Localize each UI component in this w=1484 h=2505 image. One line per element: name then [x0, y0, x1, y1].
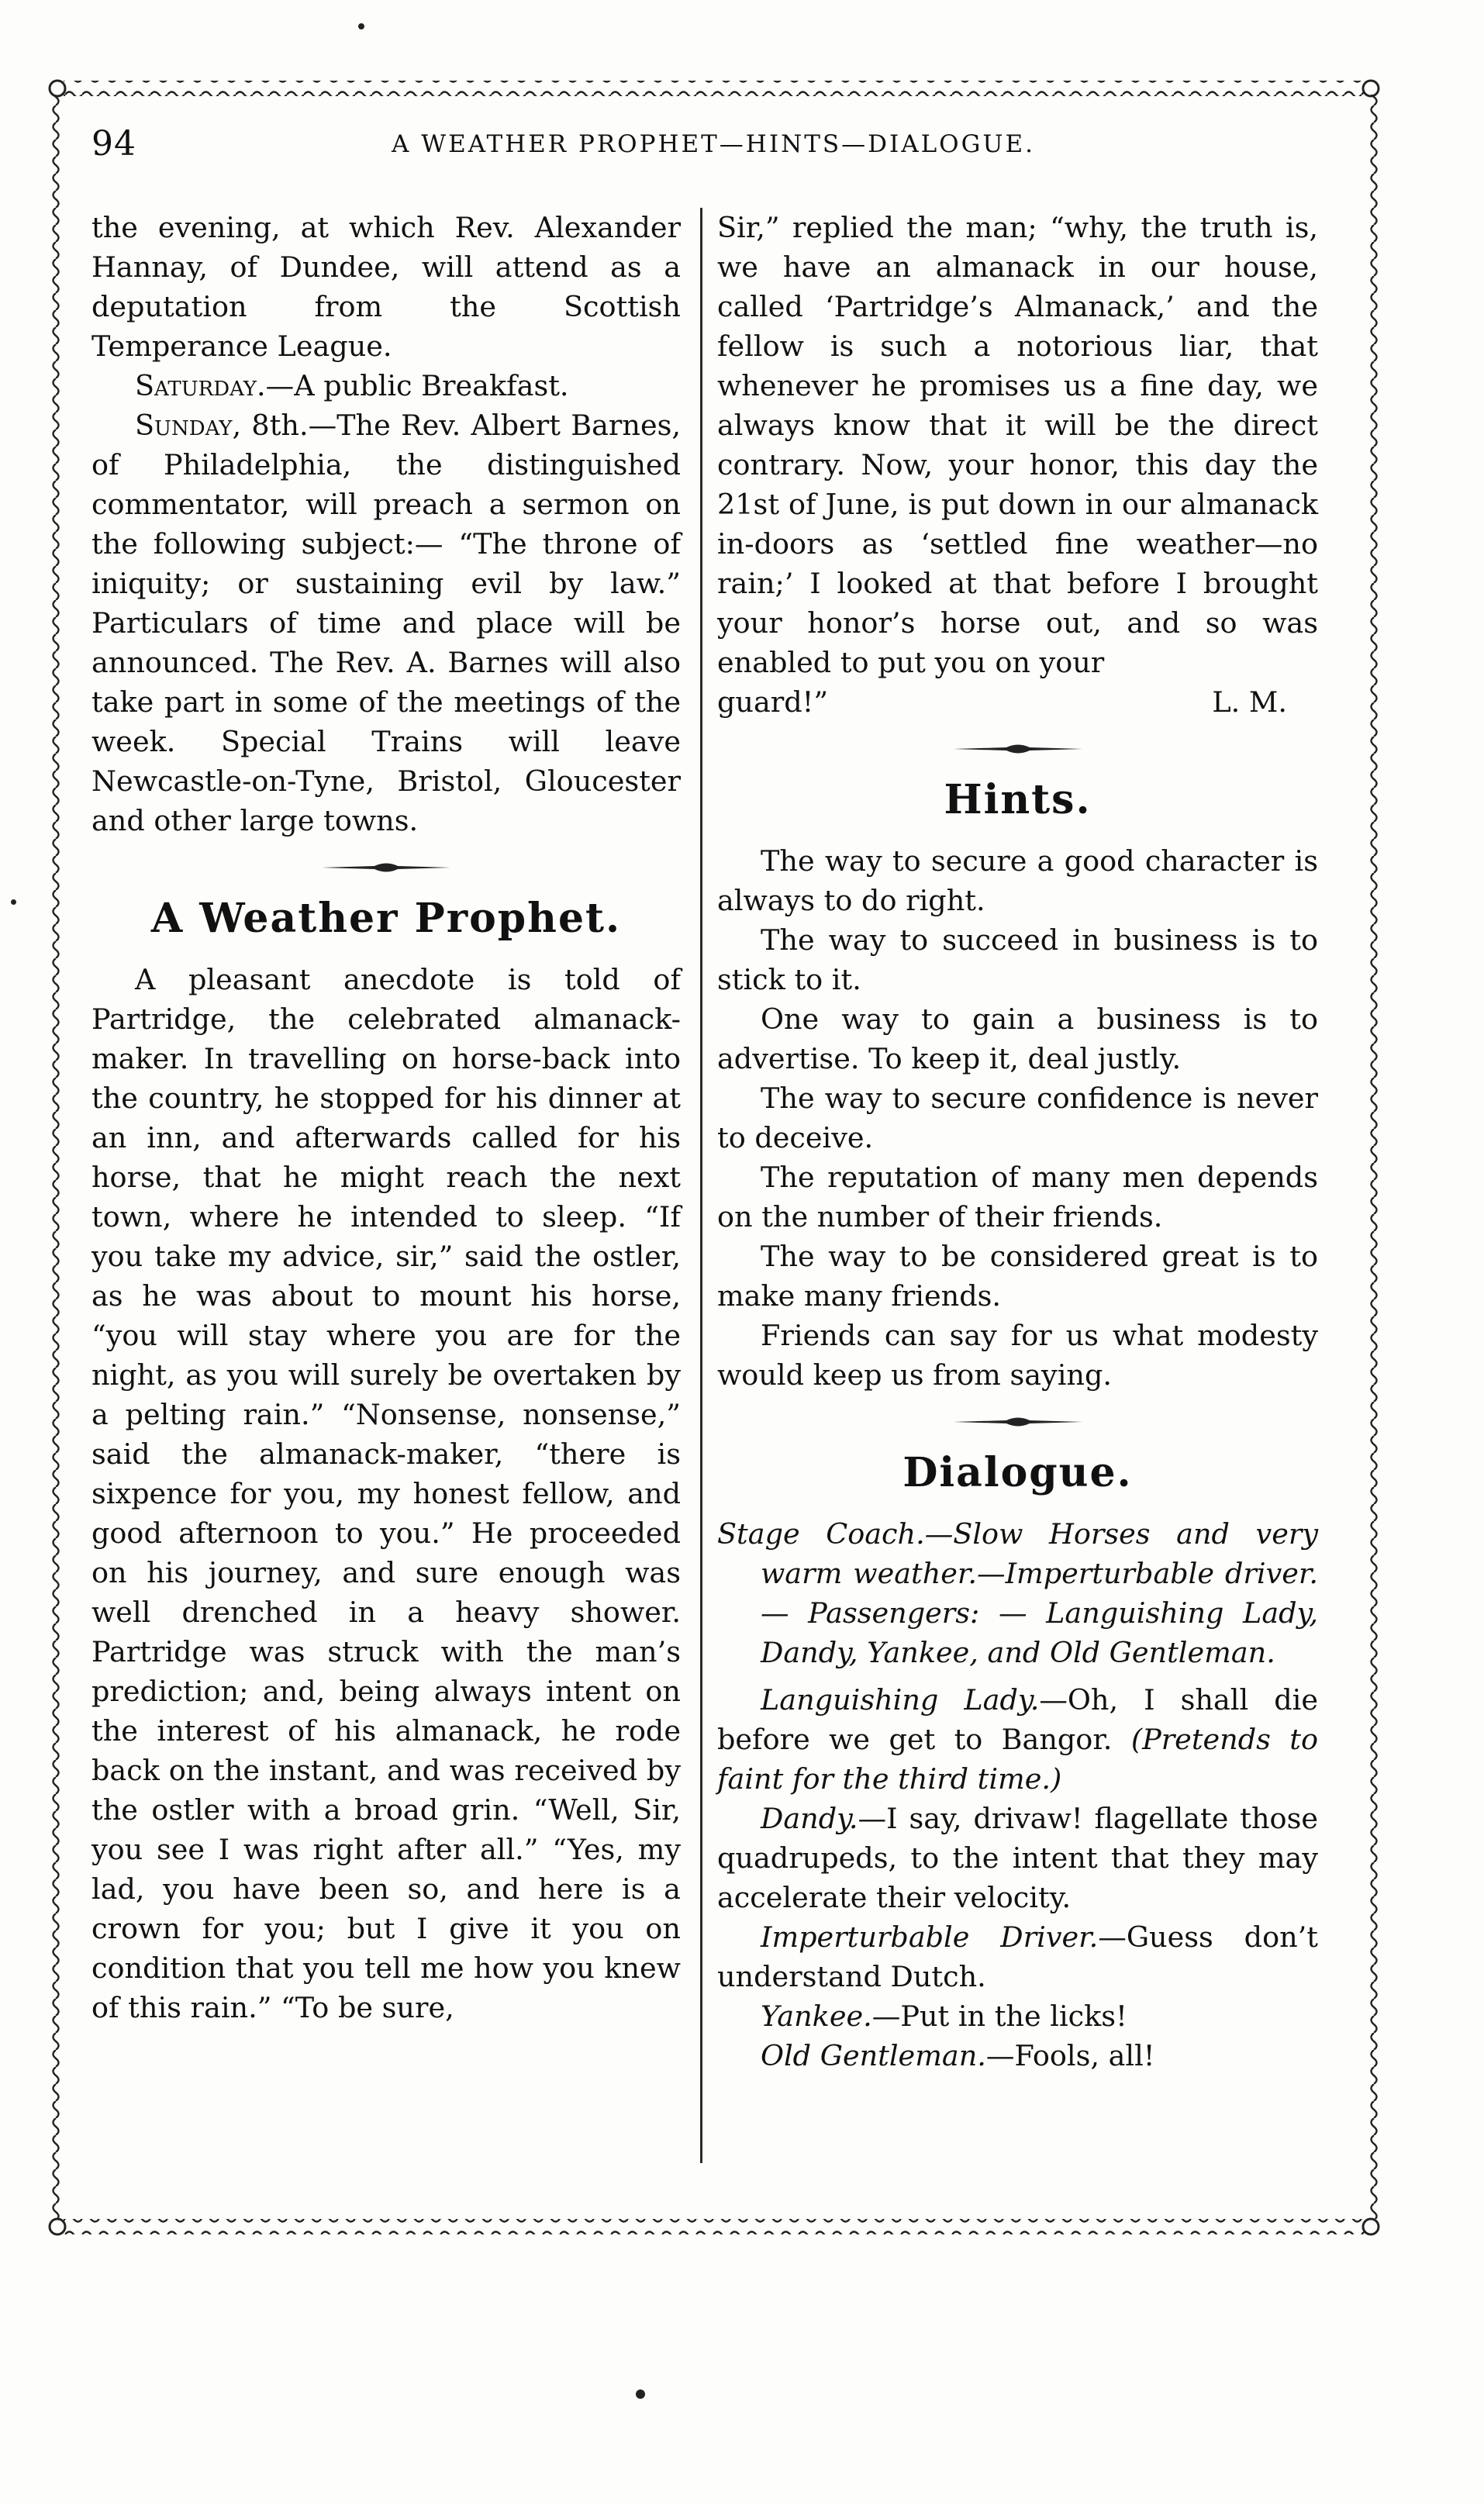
- hint-item: The reputation of many men depends on the number of their friends.: [717, 1161, 1318, 1234]
- story-last-words: guard!”: [717, 685, 829, 719]
- column-rule: [700, 208, 702, 2163]
- ornament-divider: [952, 1412, 1084, 1432]
- day-saturday: Saturday.: [135, 369, 266, 402]
- speaker: Languishing Lady.: [761, 1683, 1040, 1717]
- spacer: [717, 1672, 1318, 1680]
- line-text: —I say, drivaw! flagellate those quadrupeds, to the intent that they may accelerate their velocity.: [717, 1802, 1318, 1914]
- running-title: A WEATHER PROPHET—HINTS—DIALOGUE.: [392, 130, 1035, 158]
- stage-aside: (Pretends to faint for the third time.): [717, 1723, 1319, 1796]
- story-text: A pleasant anecdote is told of Partridge, the celebrated almanack-maker. In travelling on horse-back into the country, he stopped for his dinner at an inn, and afterwards called for his horse, that he might reach the next town, where he intended to sleep. “If you take my advice, sir,” said the ostler, as he was about to mount his horse, “you will stay where you are for the night, as you will surely be overtaken by a pelting rain.” “Nonsense, nonsense,” said the almanack-maker, “there is sixpence for you, my honest fellow, and good afternoon to you.” He proceeded on his journey, and sure enough was well drenched in a heavy shower. Partridge was struck with the man’s prediction; and, being always intent on the interest of his almanack, he rode back on the instant, and was received by the ostler with a broad grin. “Well, Sir, you see I was right after all.” “Yes, my lad, you have been so, and here is a crown for you; but I give it you on condition that you tell me how you knew of this rain.” “To be sure,: [91, 963, 681, 2024]
- speaker: Yankee.: [761, 2000, 872, 2033]
- ink-speck: [11, 899, 16, 905]
- running-head: [85, 124, 1341, 171]
- stage-direction: Stage Coach.—Slow Horses and very warm weather.—Imperturbable driver. — Passengers: — Languishing Lady, Dandy, Yankee, and Old Gentleman.: [717, 1517, 1318, 1669]
- dialogue-line: [717, 1799, 1318, 1917]
- left-column: [91, 208, 681, 2027]
- hint-item: One way to gain a business is to advertise. To keep it, deal justly.: [717, 1002, 1318, 1075]
- story-closing: [717, 682, 1318, 722]
- hint-item: The way to secure confidence is never to deceive.: [717, 1082, 1318, 1154]
- speaker: Old Gentleman.: [761, 2039, 986, 2072]
- hint-item: The way to be considered great is to make many friends.: [717, 1240, 1318, 1313]
- signature: L. M.: [1212, 685, 1287, 719]
- line-text: —Fools, all!: [985, 2039, 1155, 2072]
- story-continuation: Sir,” replied the man; “why, the truth is, we have an almanack in our house, called ‘Partridge’s Almanack,’ and the fellow is such a notorious liar, that whenever he promises us a fine day, we always know that it will be the direct contrary. Now, your honor, this day the 21st of June, is put down in our almanack in-doors as ‘settled fine weather—no rain;’ I looked at that before I brought your honor’s horse out, and so was enabled to put you on your: [717, 211, 1318, 679]
- right-column: [717, 208, 1318, 2075]
- speaker: Dandy.: [761, 1802, 858, 1835]
- dialogue-line: [717, 1996, 1318, 2036]
- sunday-text: 8th.—The Rev. Albert Barnes, of Philadelphia, the distinguished commentator, will preach a sermon on the following subject:— “The throne of iniquity; or sustaining evil by law.” Particulars of time and place will be announced. The Rev. A. Barnes will also take part in some of the meetings of the week. Special Trains will leave Newcastle-on-Tyne, Bristol, Gloucester and other large towns.: [91, 409, 681, 837]
- hint-item: The way to secure a good character is always to do right.: [717, 844, 1318, 917]
- dialogue-line: [717, 2036, 1318, 2075]
- saturday-text: —A public Breakfast.: [265, 369, 569, 402]
- page-number: 94: [91, 124, 136, 164]
- ornament-divider: [320, 857, 452, 878]
- heading-weather-prophet: A Weather Prophet.: [150, 895, 622, 942]
- hint-item: Friends can say for us what modesty would keep us from saying.: [717, 1319, 1318, 1392]
- line-text: —Guess don’t understand Dutch.: [717, 1920, 1319, 1993]
- dialogue-line: [717, 1917, 1318, 1996]
- hint-item: The way to succeed in business is to stick to it.: [717, 923, 1318, 996]
- heading-hints: Hints.: [944, 776, 1092, 823]
- paragraph-saturday: [91, 366, 681, 405]
- heading-dialogue: Dialogue.: [902, 1449, 1133, 1496]
- line-text: —Put in the licks!: [871, 2000, 1127, 2033]
- paragraph-sunday: [91, 405, 681, 840]
- ink-speck: [636, 2389, 645, 2399]
- dialogue-line: [717, 1680, 1318, 1799]
- ornament-divider: [952, 739, 1084, 759]
- paragraph-evening: the evening, at which Rev. Alexander Hannay, of Dundee, will attend as a deputation from the Scottish Temperance League.: [91, 211, 681, 363]
- ink-speck: [358, 23, 364, 29]
- speaker: Imperturbable Driver.: [761, 1920, 1099, 1954]
- day-sunday: Sunday,: [135, 409, 242, 442]
- line-text: —Oh, I shall die before we get to Bangor.: [717, 1683, 1318, 1756]
